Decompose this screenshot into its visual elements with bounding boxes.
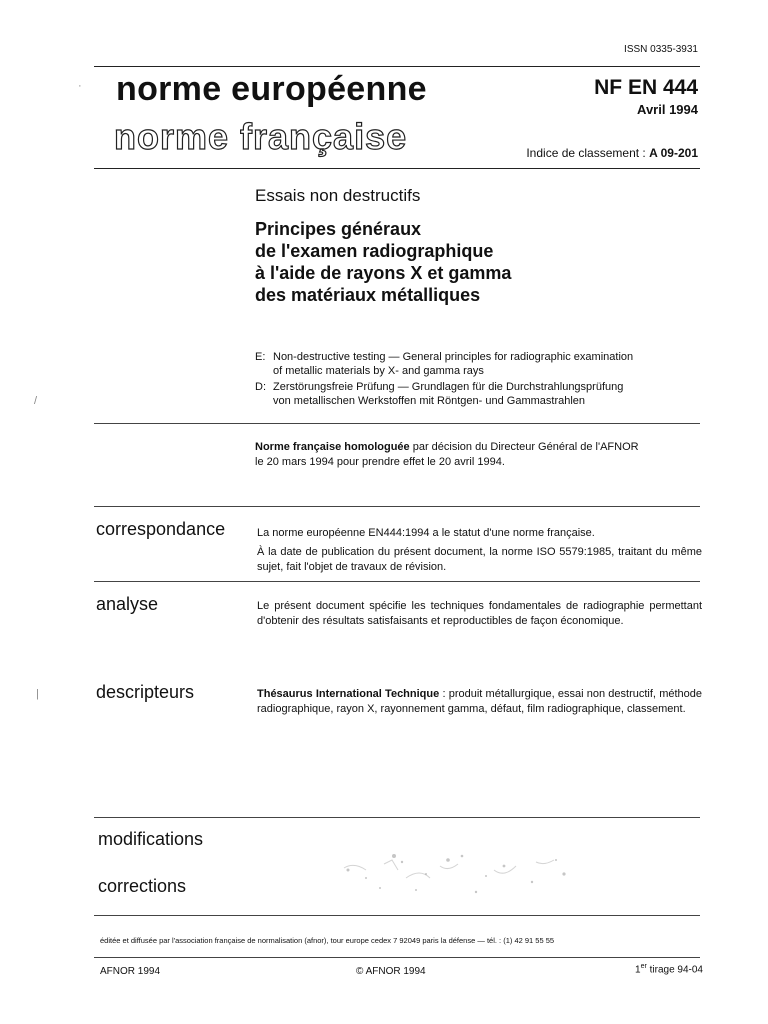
section-label-modifications: modifications (98, 829, 204, 849)
title-european: norme européenne (116, 70, 427, 108)
print-run-suffix: er (640, 963, 647, 970)
translation-text: von metallischen Werkstoffen mit Röntgen- und Gammastrahlen (273, 395, 586, 407)
divider (94, 581, 700, 582)
section-label-descripteurs: descripteurs (96, 682, 195, 702)
footer-rule (94, 957, 700, 958)
document-subject: Essais non destructifs (255, 186, 421, 205)
section-body-descripteurs (257, 687, 702, 717)
issn-number: ISSN 0335-3931 (624, 44, 698, 55)
title-line: des matériaux métalliques (255, 285, 481, 305)
title-french: norme française (114, 116, 408, 157)
paragraph: À la date de publication du présent document, la norme ISO 5579:1985, traitant du même sujet, fait l'objet de travaux de révision. (257, 546, 702, 573)
translation-text: Non-destructive testing — General principles for radiographic examination (273, 351, 634, 363)
divider (94, 915, 700, 916)
title-line: à l'aide de rayons X et gamma (255, 263, 512, 283)
section-label-corrections: corrections (98, 876, 187, 896)
print-run-number: 1 (635, 964, 641, 976)
section-body-analyse: Le présent document spécifie les techniques fondamentales de radiographie permettant d'obtenir des résultats satisfaisants et reproductibles de façon économique. (257, 600, 702, 627)
classification-value: A 09-201 (649, 146, 698, 160)
classification-label: Indice de classement : (526, 146, 650, 160)
homologation-text: par décision du Directeur Général de l'AFNOR (409, 441, 639, 453)
translation-text: of metallic materials by X- and gamma rays (273, 365, 484, 377)
header-bottom-rule (94, 168, 700, 169)
divider (94, 506, 700, 507)
paragraph: La norme européenne EN444:1994 a le statut d'une norme française. (257, 527, 595, 539)
standard-number: NF EN 444 (594, 76, 698, 99)
translation-english (255, 350, 705, 378)
margin-mark: · (78, 80, 82, 92)
standard-date: Avril 1994 (637, 102, 698, 117)
homologation-notice (255, 440, 705, 470)
language-code: E: (255, 351, 266, 363)
header-top-rule (94, 66, 700, 67)
document-title (255, 218, 675, 306)
thesaurus-label: Thésaurus International Technique (257, 688, 440, 700)
divider (94, 817, 700, 818)
homologation-bold: Norme française homologuée (255, 441, 410, 453)
title-line: Principes généraux (255, 219, 422, 239)
classification-index (420, 146, 698, 160)
margin-mark: | (36, 688, 39, 700)
language-code: D: (255, 381, 266, 393)
homologation-text: le 20 mars 1994 pour prendre effet le 20 avril 1994. (255, 456, 505, 468)
divider (94, 423, 700, 424)
print-run-text: tirage 94-04 (646, 964, 703, 976)
translation-text: Zerstörungsfreie Prüfung — Grundlagen für die Durchstrahlungsprüfung (273, 381, 624, 393)
footer-copyright: © AFNOR 1994 (356, 966, 426, 977)
footer-left: AFNOR 1994 (100, 966, 161, 977)
faded-stamp-image (336, 848, 576, 900)
section-label-analyse: analyse (96, 594, 159, 614)
section-label-correspondance: correspondance (96, 519, 226, 539)
margin-mark: / (34, 395, 38, 407)
title-line: de l'examen radiographique (255, 241, 494, 261)
footer-print-run (560, 963, 703, 975)
section-body-correspondance (257, 526, 702, 575)
descriptors-text: : produit métallurgique, essai non destructif, méthode radiographique, rayon X, rayonnement gamma, défaut, film radiographique, classement. (257, 688, 703, 715)
publisher-line: éditée et diffusée par l'association française de normalisation (afnor), tour europe cedex 7 92049 paris la défense — tél. : (1) 42 91 55 55 (100, 936, 555, 945)
translation-german (255, 380, 705, 408)
